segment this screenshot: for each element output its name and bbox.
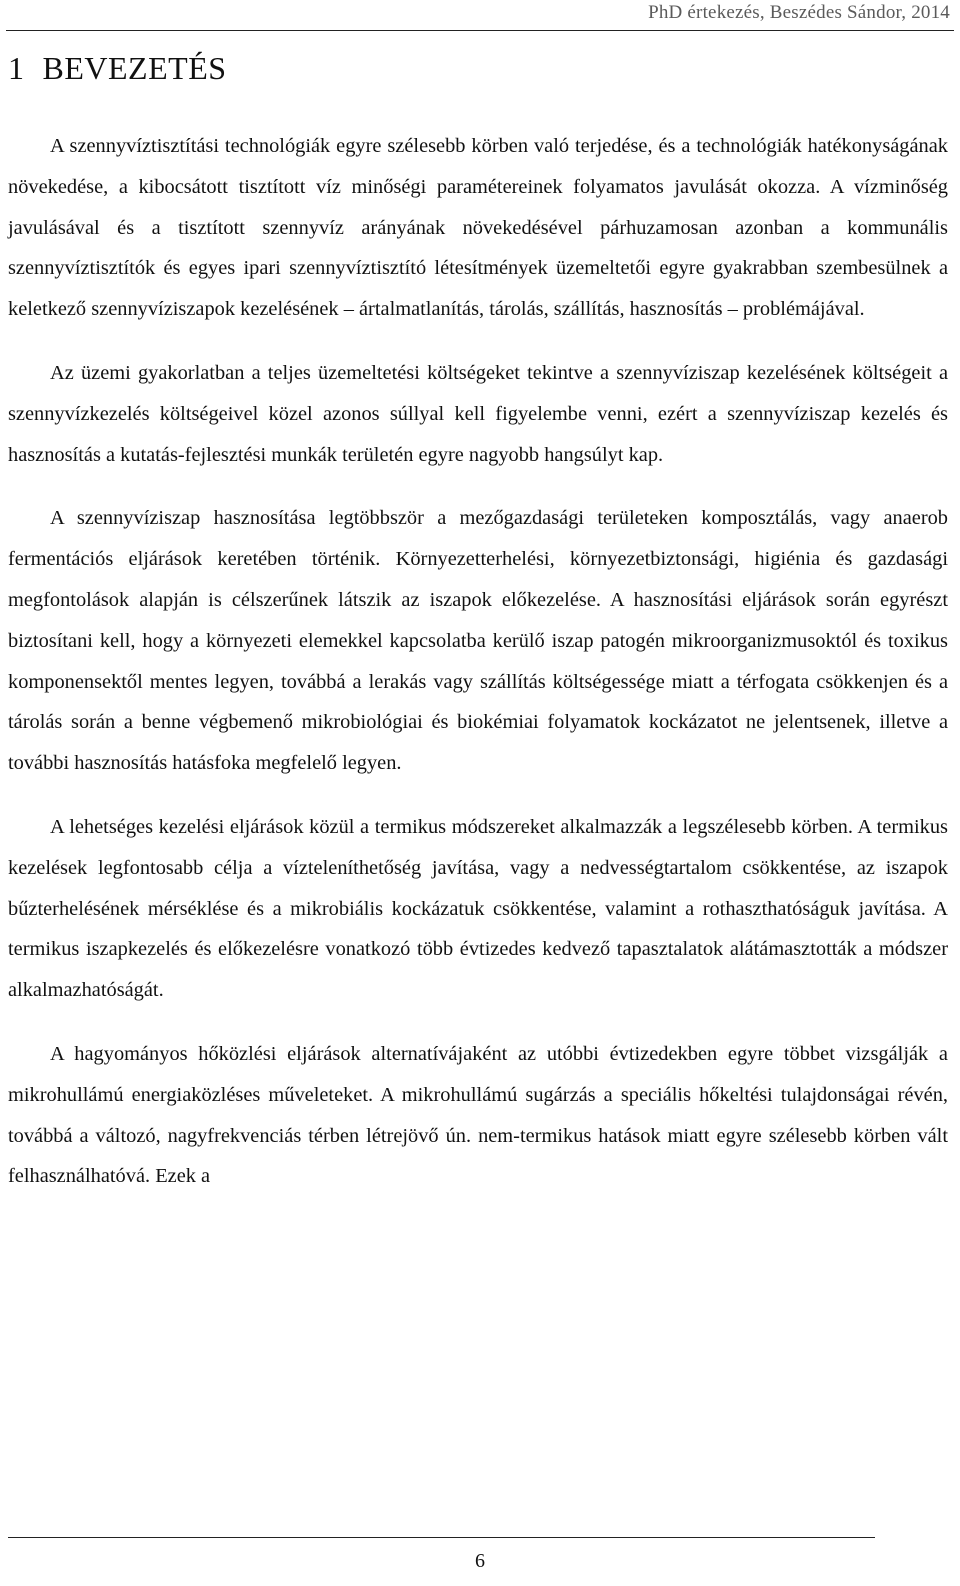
- paragraph-4: A lehetséges kezelési eljárások közül a termikus módszereket alkalmazzák a legszélesebb körben. A termikus kezelések legfontosabb célja a vízteleníthetőség javítása, vagy a nedvességtartalom csökkentése, az iszapok bűzterhelésének mérséklése és a mikrobiális kockázatuk csökkentése, valamint a rothaszthatóságuk javítása. A termikus iszapkezelés és előkezelésre vonatkozó több évtizedes kedvező tapasztalatok alátámasztották a módszer alkalmazhatóságát.: [8, 815, 948, 1002]
- paragraph-3: A szennyvíziszap hasznosítása legtöbbször a mezőgazdasági területeken komposztálás, vagy anaerob fermentációs eljárások keretében történik. Környezetterhelési, környezetbiztonsági, higiénia és gazdasági megfontolások alapján is célszerűnek látszik az iszapok előkezelése. A hasznosítási eljárások során egyrészt biztosítani kell, hogy a környezeti elemekkel kapcsolatba kerülő iszap patogén mikroorganizmusoktól és toxikus komponensektől mentes legyen, továbbá a lerakás vagy szállítás költségessége miatt a térfogata csökkenjen és a tárolás során a benne végbemenő mikrobiológiai és biokémiai folyamatok kockázatot ne jelentsenek, illetve a további hasznosítás hatásfoka megfelelő legyen.: [8, 507, 948, 775]
- paragraph-2: Az üzemi gyakorlatban a teljes üzemeltetési költségeket tekintve a szennyvíziszap kezelésének költségeit a szennyvízkezelés költségeivel közel azonos súllyal kell figyelembe venni, ezért a szennyvíziszap kezelés és hasznosítás a kutatás-fejlesztési munkák területén egyre nagyobb hangsúlyt kap.: [8, 361, 948, 466]
- chapter-title-text: BEVEZETÉS: [42, 50, 227, 86]
- header-rule: [6, 30, 954, 31]
- page-number: 6: [475, 1550, 485, 1572]
- footnote-rule: [8, 1537, 875, 1538]
- paragraph-5: A hagyományos hőközlési eljárások alternatívájaként az utóbbi évtizedekben egyre többet vizsgálják a mikrohullámú energiaközléses műveleteket. A mikrohullámú sugárzás a speciális hőkeltési tulajdonságai révén, továbbá a változó, nagyfrekvenciás térben létrejövő ún. nem-termikus hatások miatt egyre szélesebb körben vált felhasználhatóvá. Ezek a: [8, 1042, 948, 1188]
- chapter-number: 1: [8, 50, 25, 86]
- running-header: PhD értekezés, Beszédes Sándor, 2014: [648, 2, 950, 23]
- chapter-title: [8, 50, 227, 87]
- body-text: [8, 126, 948, 1220]
- paragraph-1: A szennyvíztisztítási technológiák egyre szélesebb körben való terjedése, és a technológiák hatékonyságának növekedése, a kibocsátott tisztított víz minőségi paramétereinek folyamatos javulását okozza. A vízminőség javulásával és a tisztított szennyvíz arányának növekedésével párhuzamosan azonban a kommunális szennyvíztisztítók és egyes ipari szennyvíztisztító létesítmények üzemeltetői egyre gyakrabban szembesülnek a keletkező szennyvíziszapok kezelésének – ártalmatlanítás, tárolás, szállítás, hasznosítás – problémájával.: [8, 135, 948, 321]
